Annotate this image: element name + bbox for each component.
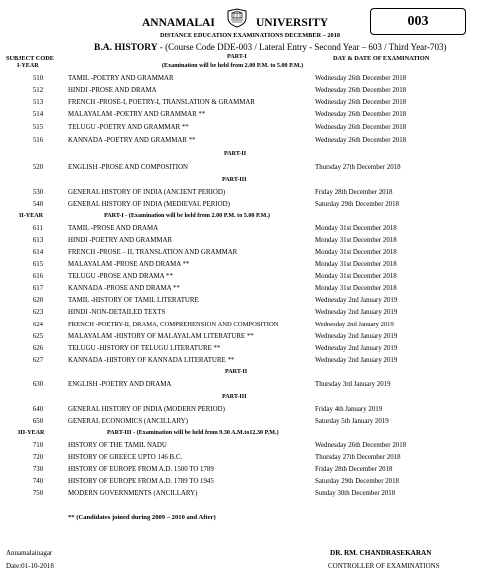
table-row: 627 KANNADA -HISTORY OF KANNADA LITERATURE ** Wednesday 2nd January 2019 [32,357,398,364]
course-title [94,42,447,53]
part-heading: PART-III [222,394,247,400]
footer-place: Annamalainagar [6,549,53,557]
table-row: 617 KANNADA -PROSE AND DRAMA ** Monday 31st December 2018 [32,285,397,292]
table-row: 516 KANNADA -POETRY AND GRAMMAR ** Wednesday 26th December 2018 [32,137,407,144]
university-seal-icon [226,8,248,28]
table-row: 520 ENGLISH -PROSE AND COMPOSITION Thursday 27th December 2018 [32,164,401,171]
year-heading: III-YEAR [18,430,45,436]
table-row: 640 GENERAL HISTORY OF INDIA (MODERN PERIOD) Friday 4th January 2019 [32,406,383,413]
year-heading: II-YEAR [19,213,44,219]
table-row: 510 TAMIL -POETRY AND GRAMMAR Wednesday 26th December 2018 [32,75,407,82]
part-heading: PART-III - (Examination will be held from 9.30 A.M.to12.30 P.M.) [107,430,279,436]
table-row: 613 HINDI -POETRY AND GRAMMAR Monday 31st December 2018 [32,237,397,244]
table-row: 626 TELUGU -HISTORY OF TELUGU LITERATURE ** Wednesday 2nd January 2019 [32,345,398,352]
footer-date: Date:01-10-2018 [6,562,54,570]
part-heading: PART-II [224,151,247,157]
university-name-right: UNIVERSITY [256,17,329,29]
table-row: 530 GENERAL HISTORY OF INDIA (ANCIENT PERIOD) Friday 28th December 2018 [32,189,393,196]
signatory-name: DR. RM. CHANDRASEKARAN [330,549,432,557]
table-row: 650 GENERAL ECONOMICS (ANCILLARY) Saturday 5th January 2019 [32,418,389,425]
exam-title: DISTANCE EDUCATION EXAMINATIONS DECEMBER – 2018 [160,32,341,39]
table-row: 750 MODERN GOVERNMENTS (ANCILLARY) Sunday 30th December 2018 [32,490,396,497]
table-row: 611 TAMIL -PROSE AND DRAMA Monday 31st December 2018 [32,225,397,232]
table-row: 630 ENGLISH -POETRY AND DRAMA Thursday 3rd January 2019 [32,381,391,388]
course-code-badge: 003 [370,8,466,35]
table-row: 616 TELUGU -PROSE AND DRAMA ** Monday 31st December 2018 [32,273,397,280]
part-heading: PART-II [225,369,248,375]
part-heading: PART-I - (Examination will be held from 2.00 P.M. to 5.00 P.M.) [104,213,270,219]
table-row: 614 FRENCH -PROSE – II, TRANSLATION AND GRAMMAR Monday 31st December 2018 [32,249,397,256]
signatory-designation: CONTROLLER OF EXAMINATIONS [328,562,440,570]
table-row: 623 HINDI -NON-DETAILED TEXTS Wednesday 2nd January 2019 [32,309,398,316]
table-row: 615 MALAYALAM -PROSE AND DRAMA ** Monday 31st December 2018 [32,261,397,268]
candidates-note: ** (Candidates joined during 2009 – 2010 and After) [68,514,216,521]
table-row: 730 HISTORY OF EUROPE FROM A.D. 1500 TO 1789 Friday 28th December 2018 [32,466,393,473]
university-name-left: ANNAMALAI [142,17,215,29]
column-header-day-date: DAY & DATE OF EXAMINATION [333,55,430,62]
table-row: 740 HISTORY OF EUROPE FROM A.D. 1789 TO 1945 Saturday 29th December 2018 [32,478,400,485]
course-title-bold: B.A. HISTORY [94,43,158,53]
table-row: 514 MALAYALAM -POETRY AND GRAMMAR ** Wednesday 26th December 2018 [32,111,407,118]
table-row: 512 HINDI -PROSE AND DRAMA Wednesday 26th December 2018 [32,87,407,94]
table-row: 624 FRENCH -POETRY-II, DRAMA, COMPREHENSION AND COMPOSITION Wednesday 2nd January 2019 [33,321,394,328]
course-title-rest: - (Course Code DDE-003 / Lateral Entry - Second Year – 603 / Third Year-703) [157,42,447,52]
part-heading: PART-I [227,54,247,60]
part-note: (Examination will be held from 2.00 P.M. to 5.00 P.M.) [162,63,304,69]
table-row: 720 HISTORY OF GREECE UPTO 146 B.C. Thursday 27th December 2018 [32,454,401,461]
table-row: 620 TAMIL -HISTORY OF TAMIL LITERATURE Wednesday 2nd January 2019 [32,297,398,304]
column-header-subject-code: SUBJECT CODE [6,55,54,62]
year-heading: I-YEAR [17,63,39,69]
table-row: 710 HISTORY OF THE TAMIL NADU Wednesday 26th December 2018 [32,442,407,449]
table-row: 515 TELUGU -POETRY AND GRAMMAR ** Wednesday 26th December 2018 [32,124,407,131]
table-row: 513 FRENCH -PROSE-I, POETRY-I, TRANSLATION & GRAMMAR Wednesday 26th December 2018 [32,99,407,106]
table-row: 540 GENERAL HISTORY OF INDIA (MEDIEVAL PERIOD) Saturday 29th December 2018 [32,201,400,208]
part-heading: PART-III [222,177,247,183]
table-row: 625 MALAYALAM -HISTORY OF MALAYALAM LITERATURE ** Wednesday 2nd January 2019 [32,333,398,340]
